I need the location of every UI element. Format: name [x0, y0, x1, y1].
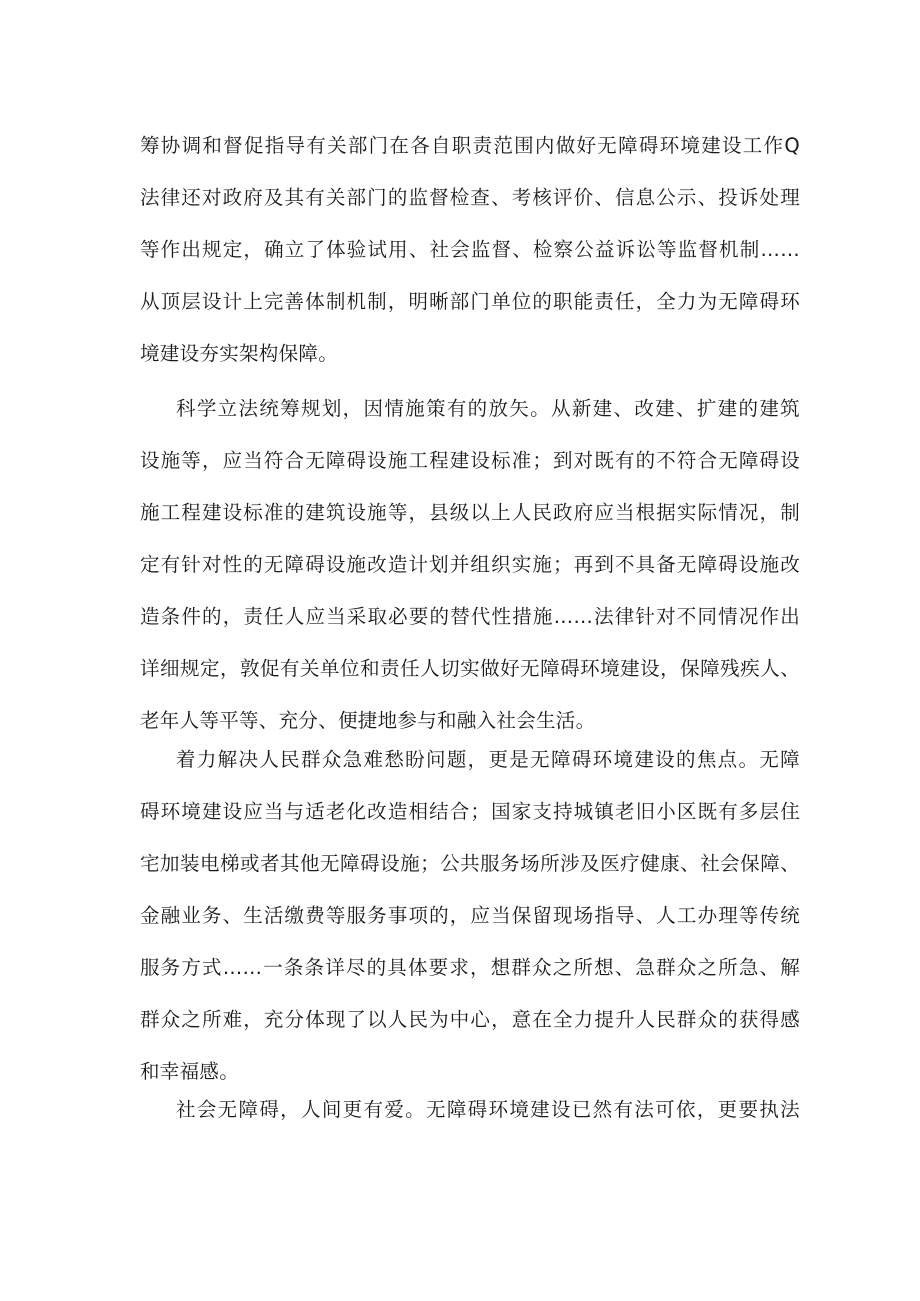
text-line: 筹协调和督促指导有关部门在各自职责范围内做好无障碍环境建设工作Q [140, 134, 800, 157]
text-line: 和幸福感。 [140, 1060, 240, 1083]
text-line: 群众之所难，充分体现了以人民为中心，意在全力提升人民群众的获得感 [140, 1008, 800, 1031]
text-line: 宅加装电梯或者其他无障碍设施；公共服务场所涉及医疗健康、社会保障、 [140, 852, 800, 875]
text-line: 服务方式……一条条详尽的具体要求，想群众之所想、急群众之所急、解 [140, 956, 800, 979]
text-line: 碍环境建设应当与适老化改造相结合；国家支持城镇老旧小区既有多层住 [140, 800, 800, 823]
text-line: 社会无障碍，人间更有爱。无障碍环境建设已然有法可依，更要执法 [176, 1098, 800, 1121]
text-line: 着力解决人民群众急难愁盼问题，更是无障碍环境建设的焦点。无障 [176, 748, 800, 771]
paragraph-1 [140, 120, 800, 380]
text-line: 金融业务、生活缴费等服务事项的，应当保留现场指导、人工办理等传统 [140, 904, 800, 927]
text-line: 等作出规定，确立了体验试用、社会监督、检察公益诉讼等监督机制…… [140, 238, 800, 261]
text-line: 造条件的，责任人应当采取必要的替代性措施……法律针对不同情况作出 [140, 605, 800, 628]
paragraph-4 [140, 1084, 800, 1136]
paragraph-2 [140, 383, 800, 747]
text-line: 定有针对性的无障碍设施改造计划并组织实施；再到不具备无障碍设施改 [140, 553, 800, 576]
text-line: 老年人等平等、充分、便捷地参与和融入社会生活。 [140, 709, 596, 732]
text-line: 科学立法统筹规划，因情施策有的放矢。从新建、改建、扩建的建筑 [176, 397, 800, 420]
text-line: 法律还对政府及其有关部门的监督检查、考核评价、信息公示、投诉处理 [140, 186, 800, 209]
text-line: 详细规定，敦促有关单位和责任人切实做好无障碍环境建设，保障残疾人、 [140, 657, 800, 680]
paragraph-3 [140, 734, 800, 1098]
text-line: 施工程建设标准的建筑设施等，县级以上人民政府应当根据实际情况，制 [140, 501, 800, 524]
text-line: 设施等，应当符合无障碍设施工程建设标准；到对既有的不符合无障碍设 [140, 449, 800, 472]
text-line: 境建设夯实架构保障。 [140, 342, 339, 365]
text-line: 从顶层设计上完善体制机制，明晰部门单位的职能责任，全力为无障碍环 [140, 290, 800, 313]
